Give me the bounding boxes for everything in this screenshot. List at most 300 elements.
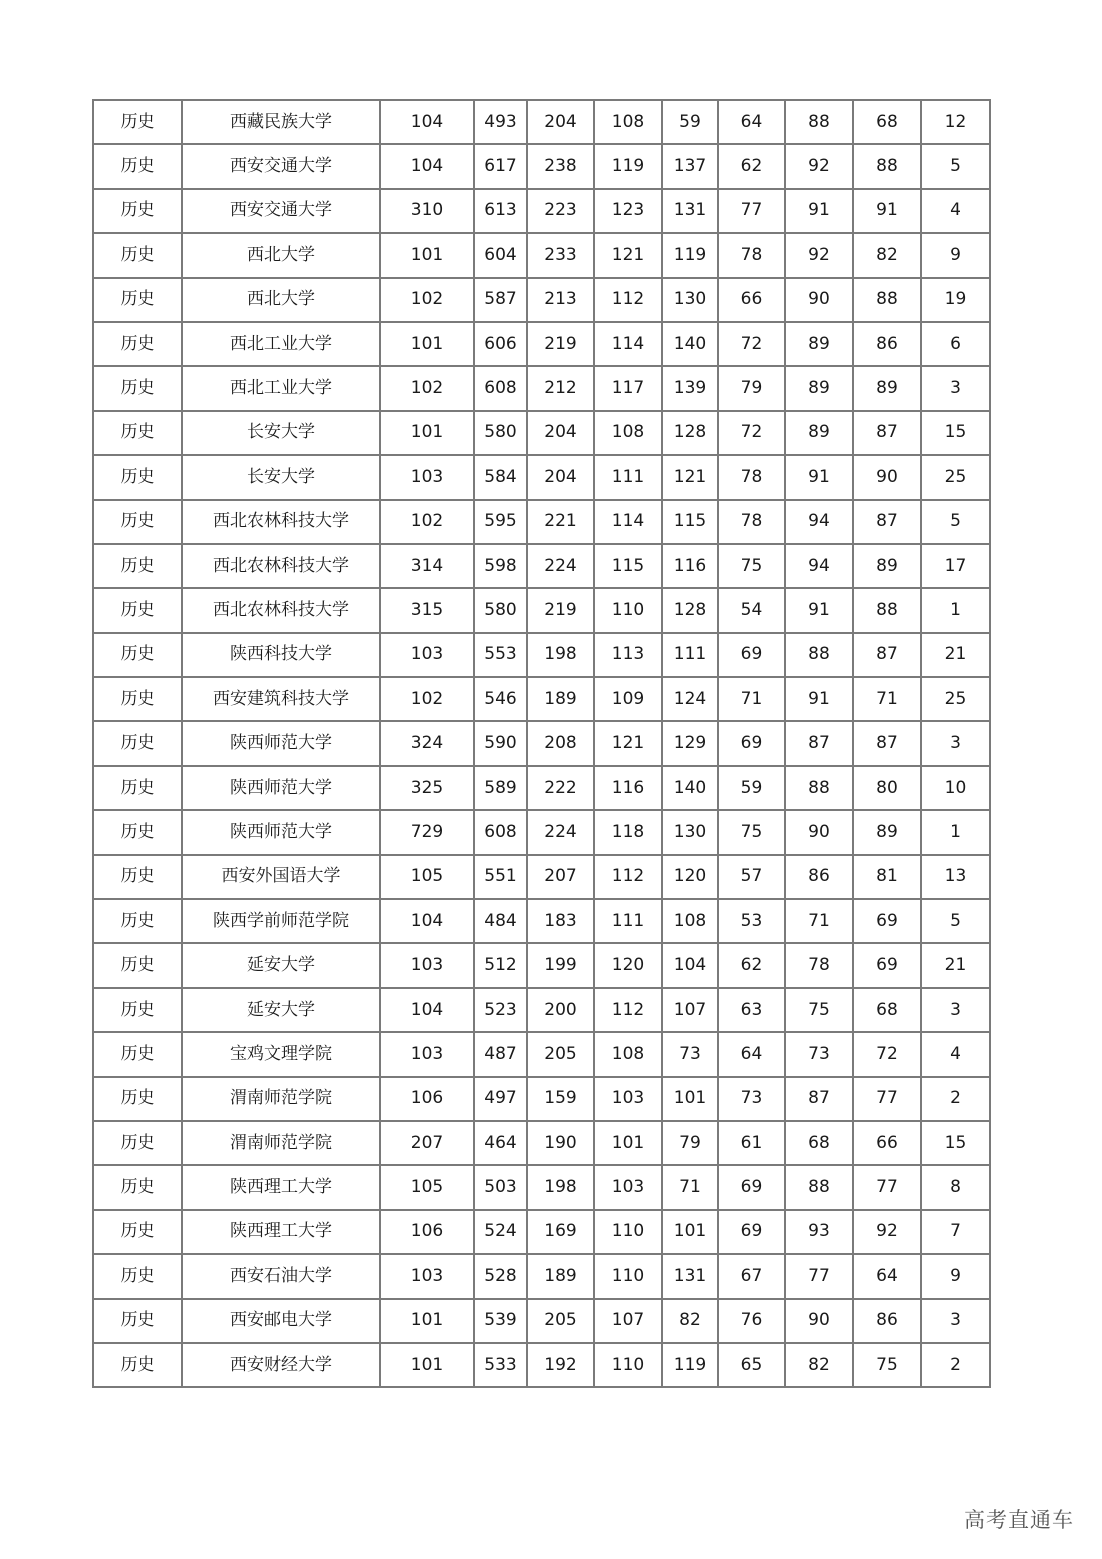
subject-cell: 历史 (93, 1343, 182, 1387)
score-col-8-cell: 87 (853, 500, 921, 544)
university-cell: 渭南师范学院 (182, 1077, 380, 1121)
subject-cell: 历史 (93, 411, 182, 455)
score-col-8-cell: 88 (853, 144, 921, 188)
min-total-score-cell: 546 (474, 677, 527, 721)
score-col-4-cell: 116 (594, 766, 662, 810)
score-col-4-cell: 111 (594, 899, 662, 943)
score-col-6-cell: 79 (718, 366, 785, 410)
university-cell: 西北大学 (182, 233, 380, 277)
score-col-4-cell: 108 (594, 1032, 662, 1076)
score-col-3-cell: 198 (527, 1165, 594, 1209)
table-row (93, 988, 990, 1032)
score-col-8-cell: 89 (853, 366, 921, 410)
score-col-5-cell: 128 (662, 411, 718, 455)
subject-cell: 历史 (93, 322, 182, 366)
count-cell: 3 (921, 721, 990, 765)
table-row (93, 899, 990, 943)
score-col-5-cell: 101 (662, 1210, 718, 1254)
table-row (93, 588, 990, 632)
table-row (93, 455, 990, 499)
major-group-code-cell: 105 (380, 1165, 474, 1209)
university-cell: 西北农林科技大学 (182, 500, 380, 544)
score-col-3-cell: 199 (527, 943, 594, 987)
university-cell: 渭南师范学院 (182, 1121, 380, 1165)
university-cell: 西安财经大学 (182, 1343, 380, 1387)
subject-cell: 历史 (93, 588, 182, 632)
score-col-8-cell: 88 (853, 278, 921, 322)
subject-cell: 历史 (93, 1299, 182, 1343)
count-cell: 21 (921, 633, 990, 677)
count-cell: 1 (921, 810, 990, 854)
score-col-4-cell: 121 (594, 721, 662, 765)
subject-cell: 历史 (93, 500, 182, 544)
table-body (93, 100, 990, 1387)
university-cell: 西北大学 (182, 278, 380, 322)
min-total-score-cell: 584 (474, 455, 527, 499)
university-cell: 西北工业大学 (182, 322, 380, 366)
score-col-5-cell: 104 (662, 943, 718, 987)
major-group-code-cell: 324 (380, 721, 474, 765)
score-col-5-cell: 121 (662, 455, 718, 499)
score-col-6-cell: 64 (718, 1032, 785, 1076)
count-cell: 9 (921, 233, 990, 277)
score-col-7-cell: 90 (785, 1299, 853, 1343)
score-col-5-cell: 131 (662, 189, 718, 233)
major-group-code-cell: 729 (380, 810, 474, 854)
score-col-4-cell: 121 (594, 233, 662, 277)
table-row (93, 1299, 990, 1343)
score-col-5-cell: 108 (662, 899, 718, 943)
score-col-5-cell: 79 (662, 1121, 718, 1165)
score-col-3-cell: 192 (527, 1343, 594, 1387)
score-col-6-cell: 77 (718, 189, 785, 233)
score-col-8-cell: 69 (853, 943, 921, 987)
score-col-5-cell: 71 (662, 1165, 718, 1209)
score-col-6-cell: 67 (718, 1254, 785, 1298)
score-col-7-cell: 92 (785, 233, 853, 277)
subject-cell: 历史 (93, 1254, 182, 1298)
count-cell: 5 (921, 144, 990, 188)
score-col-7-cell: 89 (785, 411, 853, 455)
min-total-score-cell: 608 (474, 810, 527, 854)
score-col-8-cell: 90 (853, 455, 921, 499)
score-col-7-cell: 93 (785, 1210, 853, 1254)
score-col-7-cell: 91 (785, 588, 853, 632)
min-total-score-cell: 524 (474, 1210, 527, 1254)
score-col-5-cell: 59 (662, 100, 718, 144)
count-cell: 1 (921, 588, 990, 632)
min-total-score-cell: 497 (474, 1077, 527, 1121)
subject-cell: 历史 (93, 988, 182, 1032)
score-col-3-cell: 204 (527, 411, 594, 455)
score-col-4-cell: 109 (594, 677, 662, 721)
table-row (93, 233, 990, 277)
score-col-7-cell: 90 (785, 810, 853, 854)
major-group-code-cell: 315 (380, 588, 474, 632)
major-group-code-cell: 103 (380, 1254, 474, 1298)
score-col-6-cell: 57 (718, 855, 785, 899)
subject-cell: 历史 (93, 100, 182, 144)
subject-cell: 历史 (93, 233, 182, 277)
score-col-6-cell: 75 (718, 544, 785, 588)
score-col-7-cell: 68 (785, 1121, 853, 1165)
score-col-5-cell: 140 (662, 766, 718, 810)
score-col-5-cell: 111 (662, 633, 718, 677)
score-col-8-cell: 69 (853, 899, 921, 943)
subject-cell: 历史 (93, 189, 182, 233)
score-col-6-cell: 75 (718, 810, 785, 854)
score-col-4-cell: 103 (594, 1165, 662, 1209)
score-col-8-cell: 82 (853, 233, 921, 277)
table-row (93, 411, 990, 455)
score-col-6-cell: 78 (718, 455, 785, 499)
min-total-score-cell: 608 (474, 366, 527, 410)
table-row (93, 855, 990, 899)
min-total-score-cell: 613 (474, 189, 527, 233)
score-col-4-cell: 120 (594, 943, 662, 987)
score-col-4-cell: 110 (594, 588, 662, 632)
score-col-3-cell: 205 (527, 1032, 594, 1076)
university-cell: 长安大学 (182, 411, 380, 455)
min-total-score-cell: 464 (474, 1121, 527, 1165)
subject-cell: 历史 (93, 677, 182, 721)
score-col-8-cell: 64 (853, 1254, 921, 1298)
score-col-7-cell: 91 (785, 455, 853, 499)
score-col-6-cell: 69 (718, 1210, 785, 1254)
major-group-code-cell: 325 (380, 766, 474, 810)
min-total-score-cell: 487 (474, 1032, 527, 1076)
score-col-7-cell: 82 (785, 1343, 853, 1387)
major-group-code-cell: 105 (380, 855, 474, 899)
university-cell: 延安大学 (182, 988, 380, 1032)
min-total-score-cell: 606 (474, 322, 527, 366)
count-cell: 13 (921, 855, 990, 899)
min-total-score-cell: 551 (474, 855, 527, 899)
university-cell: 陕西师范大学 (182, 810, 380, 854)
min-total-score-cell: 587 (474, 278, 527, 322)
major-group-code-cell: 101 (380, 1299, 474, 1343)
score-col-8-cell: 80 (853, 766, 921, 810)
university-cell: 西安石油大学 (182, 1254, 380, 1298)
score-col-3-cell: 212 (527, 366, 594, 410)
score-col-4-cell: 110 (594, 1254, 662, 1298)
score-col-4-cell: 118 (594, 810, 662, 854)
major-group-code-cell: 103 (380, 943, 474, 987)
major-group-code-cell: 101 (380, 322, 474, 366)
score-col-8-cell: 66 (853, 1121, 921, 1165)
score-col-4-cell: 112 (594, 278, 662, 322)
score-col-3-cell: 200 (527, 988, 594, 1032)
score-col-4-cell: 110 (594, 1210, 662, 1254)
subject-cell: 历史 (93, 1165, 182, 1209)
score-col-8-cell: 92 (853, 1210, 921, 1254)
table-row (93, 810, 990, 854)
score-col-8-cell: 86 (853, 322, 921, 366)
score-col-3-cell: 222 (527, 766, 594, 810)
watermark-text: 高考直通车 (964, 1508, 1074, 1532)
score-col-7-cell: 75 (785, 988, 853, 1032)
score-col-8-cell: 86 (853, 1299, 921, 1343)
score-col-3-cell: 224 (527, 810, 594, 854)
score-col-7-cell: 90 (785, 278, 853, 322)
score-col-4-cell: 108 (594, 411, 662, 455)
subject-cell: 历史 (93, 144, 182, 188)
score-col-5-cell: 137 (662, 144, 718, 188)
score-col-6-cell: 73 (718, 1077, 785, 1121)
count-cell: 8 (921, 1165, 990, 1209)
score-col-3-cell: 190 (527, 1121, 594, 1165)
score-col-3-cell: 219 (527, 588, 594, 632)
score-col-7-cell: 91 (785, 189, 853, 233)
score-col-5-cell: 130 (662, 810, 718, 854)
score-col-8-cell: 87 (853, 633, 921, 677)
score-col-3-cell: 207 (527, 855, 594, 899)
min-total-score-cell: 533 (474, 1343, 527, 1387)
table-row (93, 1077, 990, 1121)
min-total-score-cell: 512 (474, 943, 527, 987)
score-col-3-cell: 204 (527, 100, 594, 144)
score-col-5-cell: 116 (662, 544, 718, 588)
table-row (93, 1254, 990, 1298)
min-total-score-cell: 598 (474, 544, 527, 588)
score-col-8-cell: 72 (853, 1032, 921, 1076)
admission-score-table (92, 99, 991, 1388)
min-total-score-cell: 493 (474, 100, 527, 144)
score-col-3-cell: 169 (527, 1210, 594, 1254)
score-col-5-cell: 120 (662, 855, 718, 899)
score-col-3-cell: 219 (527, 322, 594, 366)
count-cell: 21 (921, 943, 990, 987)
score-col-3-cell: 189 (527, 1254, 594, 1298)
score-col-4-cell: 111 (594, 455, 662, 499)
score-col-5-cell: 129 (662, 721, 718, 765)
score-col-4-cell: 108 (594, 100, 662, 144)
score-col-4-cell: 114 (594, 322, 662, 366)
score-col-8-cell: 68 (853, 988, 921, 1032)
count-cell: 4 (921, 1032, 990, 1076)
table-row (93, 100, 990, 144)
major-group-code-cell: 102 (380, 366, 474, 410)
score-col-8-cell: 88 (853, 588, 921, 632)
score-col-5-cell: 131 (662, 1254, 718, 1298)
table-row (93, 766, 990, 810)
score-col-7-cell: 89 (785, 366, 853, 410)
major-group-code-cell: 101 (380, 411, 474, 455)
score-col-7-cell: 71 (785, 899, 853, 943)
score-col-6-cell: 69 (718, 633, 785, 677)
score-col-6-cell: 72 (718, 411, 785, 455)
score-col-7-cell: 78 (785, 943, 853, 987)
min-total-score-cell: 595 (474, 500, 527, 544)
score-col-6-cell: 63 (718, 988, 785, 1032)
table-row (93, 1210, 990, 1254)
score-col-6-cell: 69 (718, 1165, 785, 1209)
score-col-7-cell: 89 (785, 322, 853, 366)
score-col-8-cell: 68 (853, 100, 921, 144)
subject-cell: 历史 (93, 721, 182, 765)
min-total-score-cell: 580 (474, 411, 527, 455)
score-col-5-cell: 124 (662, 677, 718, 721)
table-row (93, 1121, 990, 1165)
score-col-3-cell: 205 (527, 1299, 594, 1343)
score-col-5-cell: 101 (662, 1077, 718, 1121)
subject-cell: 历史 (93, 943, 182, 987)
university-cell: 陕西理工大学 (182, 1165, 380, 1209)
score-col-4-cell: 114 (594, 500, 662, 544)
score-col-4-cell: 110 (594, 1343, 662, 1387)
score-col-5-cell: 115 (662, 500, 718, 544)
subject-cell: 历史 (93, 1121, 182, 1165)
major-group-code-cell: 314 (380, 544, 474, 588)
count-cell: 5 (921, 899, 990, 943)
subject-cell: 历史 (93, 899, 182, 943)
major-group-code-cell: 104 (380, 988, 474, 1032)
score-col-7-cell: 77 (785, 1254, 853, 1298)
score-col-6-cell: 71 (718, 677, 785, 721)
university-cell: 陕西理工大学 (182, 1210, 380, 1254)
min-total-score-cell: 553 (474, 633, 527, 677)
score-col-4-cell: 101 (594, 1121, 662, 1165)
score-col-5-cell: 140 (662, 322, 718, 366)
min-total-score-cell: 617 (474, 144, 527, 188)
table-row (93, 500, 990, 544)
score-col-6-cell: 78 (718, 500, 785, 544)
score-col-7-cell: 86 (785, 855, 853, 899)
score-col-7-cell: 88 (785, 633, 853, 677)
university-cell: 西藏民族大学 (182, 100, 380, 144)
count-cell: 17 (921, 544, 990, 588)
score-col-6-cell: 53 (718, 899, 785, 943)
score-col-5-cell: 139 (662, 366, 718, 410)
score-col-4-cell: 113 (594, 633, 662, 677)
score-col-6-cell: 72 (718, 322, 785, 366)
min-total-score-cell: 589 (474, 766, 527, 810)
count-cell: 25 (921, 677, 990, 721)
count-cell: 6 (921, 322, 990, 366)
min-total-score-cell: 528 (474, 1254, 527, 1298)
score-col-5-cell: 119 (662, 1343, 718, 1387)
major-group-code-cell: 101 (380, 233, 474, 277)
university-cell: 长安大学 (182, 455, 380, 499)
university-cell: 延安大学 (182, 943, 380, 987)
score-col-3-cell: 204 (527, 455, 594, 499)
university-cell: 西安邮电大学 (182, 1299, 380, 1343)
score-col-8-cell: 81 (853, 855, 921, 899)
score-col-5-cell: 128 (662, 588, 718, 632)
university-cell: 西北农林科技大学 (182, 588, 380, 632)
count-cell: 2 (921, 1343, 990, 1387)
score-col-7-cell: 88 (785, 766, 853, 810)
score-col-6-cell: 62 (718, 144, 785, 188)
score-col-6-cell: 64 (718, 100, 785, 144)
score-col-3-cell: 189 (527, 677, 594, 721)
score-col-3-cell: 183 (527, 899, 594, 943)
subject-cell: 历史 (93, 544, 182, 588)
score-col-7-cell: 88 (785, 100, 853, 144)
major-group-code-cell: 310 (380, 189, 474, 233)
score-col-4-cell: 123 (594, 189, 662, 233)
score-col-6-cell: 65 (718, 1343, 785, 1387)
major-group-code-cell: 104 (380, 144, 474, 188)
score-col-4-cell: 119 (594, 144, 662, 188)
major-group-code-cell: 102 (380, 278, 474, 322)
score-col-8-cell: 87 (853, 411, 921, 455)
score-col-4-cell: 112 (594, 988, 662, 1032)
score-col-6-cell: 59 (718, 766, 785, 810)
score-col-6-cell: 54 (718, 588, 785, 632)
university-cell: 西北工业大学 (182, 366, 380, 410)
university-cell: 陕西师范大学 (182, 766, 380, 810)
score-col-8-cell: 89 (853, 544, 921, 588)
count-cell: 15 (921, 1121, 990, 1165)
table-row (93, 322, 990, 366)
major-group-code-cell: 106 (380, 1077, 474, 1121)
score-col-3-cell: 159 (527, 1077, 594, 1121)
count-cell: 5 (921, 500, 990, 544)
count-cell: 3 (921, 366, 990, 410)
score-col-5-cell: 130 (662, 278, 718, 322)
university-cell: 西安交通大学 (182, 144, 380, 188)
table-row (93, 677, 990, 721)
table-row (93, 144, 990, 188)
subject-cell: 历史 (93, 455, 182, 499)
score-col-8-cell: 77 (853, 1165, 921, 1209)
university-cell: 西安建筑科技大学 (182, 677, 380, 721)
score-col-3-cell: 198 (527, 633, 594, 677)
score-col-4-cell: 115 (594, 544, 662, 588)
major-group-code-cell: 103 (380, 1032, 474, 1076)
score-col-3-cell: 238 (527, 144, 594, 188)
min-total-score-cell: 503 (474, 1165, 527, 1209)
score-col-3-cell: 223 (527, 189, 594, 233)
count-cell: 7 (921, 1210, 990, 1254)
score-col-4-cell: 103 (594, 1077, 662, 1121)
subject-cell: 历史 (93, 766, 182, 810)
table-row (93, 366, 990, 410)
university-cell: 西安外国语大学 (182, 855, 380, 899)
score-col-4-cell: 107 (594, 1299, 662, 1343)
score-col-6-cell: 62 (718, 943, 785, 987)
score-col-7-cell: 73 (785, 1032, 853, 1076)
score-col-3-cell: 221 (527, 500, 594, 544)
count-cell: 2 (921, 1077, 990, 1121)
score-col-5-cell: 82 (662, 1299, 718, 1343)
score-col-7-cell: 88 (785, 1165, 853, 1209)
subject-cell: 历史 (93, 1077, 182, 1121)
score-col-3-cell: 208 (527, 721, 594, 765)
score-col-6-cell: 66 (718, 278, 785, 322)
min-total-score-cell: 604 (474, 233, 527, 277)
score-col-8-cell: 75 (853, 1343, 921, 1387)
score-col-6-cell: 61 (718, 1121, 785, 1165)
table-row (93, 943, 990, 987)
subject-cell: 历史 (93, 278, 182, 322)
university-cell: 宝鸡文理学院 (182, 1032, 380, 1076)
table-row (93, 721, 990, 765)
count-cell: 4 (921, 189, 990, 233)
score-col-7-cell: 94 (785, 544, 853, 588)
major-group-code-cell: 102 (380, 500, 474, 544)
subject-cell: 历史 (93, 633, 182, 677)
score-col-7-cell: 91 (785, 677, 853, 721)
major-group-code-cell: 102 (380, 677, 474, 721)
major-group-code-cell: 104 (380, 899, 474, 943)
major-group-code-cell: 103 (380, 455, 474, 499)
major-group-code-cell: 104 (380, 100, 474, 144)
count-cell: 10 (921, 766, 990, 810)
score-col-7-cell: 92 (785, 144, 853, 188)
score-col-7-cell: 87 (785, 721, 853, 765)
